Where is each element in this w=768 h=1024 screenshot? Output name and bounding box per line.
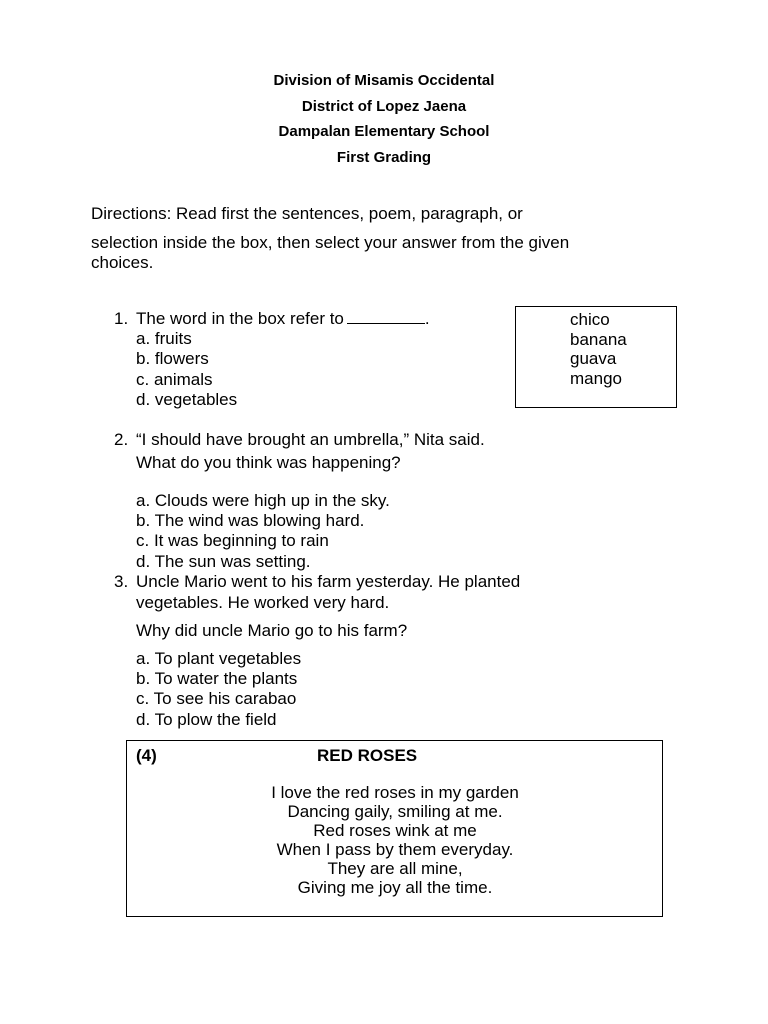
- question-3-question: Why did uncle Mario go to his farm?: [136, 621, 408, 640]
- question-3-prompt-line-1: Uncle Mario went to his farm yesterday. He planted: [136, 572, 521, 591]
- question-3-number: 3.: [114, 572, 129, 591]
- question-2-prompt-line-1: “I should have brought an umbrella,” Nita said.: [136, 430, 485, 449]
- question-1-choice-b: b. flowers: [136, 349, 209, 368]
- word-item: guava: [570, 349, 617, 368]
- question-2-choice-b: b. The wind was blowing hard.: [136, 511, 365, 530]
- question-3-choice-b: b. To water the plants: [136, 669, 298, 688]
- poem-line: Giving me joy all the time.: [297, 878, 493, 897]
- poem-line: Red roses wink at me: [313, 821, 477, 840]
- word-list: [570, 310, 627, 388]
- question-3-prompt-line-2: vegetables. He worked very hard.: [136, 593, 390, 612]
- header-school: Dampalan Elementary School: [278, 123, 490, 140]
- question-1-prompt: [136, 309, 430, 329]
- poem-title: RED ROSES: [317, 746, 418, 765]
- word-item: chico: [570, 310, 610, 329]
- poem-line: Dancing gaily, smiling at me.: [287, 802, 503, 821]
- word-item: banana: [570, 329, 627, 349]
- question-1-choice-d: d. vegetables: [136, 390, 238, 409]
- header-grading: First Grading: [336, 149, 432, 166]
- question-1-prompt-end: .: [424, 309, 430, 328]
- answer-blank: [347, 309, 425, 324]
- question-1-prompt-text: The word in the box refer to: [136, 309, 344, 328]
- question-3-choice-c: c. To see his carabao: [136, 689, 297, 708]
- directions-line-1: Directions: Read first the sentences, poem, paragraph, or: [91, 204, 523, 223]
- question-2-number: 2.: [114, 430, 129, 449]
- poem-line: They are all mine,: [327, 859, 463, 878]
- word-item: mango: [570, 368, 622, 388]
- question-3-choice-d: d. To plow the field: [136, 710, 277, 729]
- question-1-number: 1.: [114, 309, 129, 328]
- header-division: Division of Misamis Occidental: [273, 72, 495, 89]
- directions-line-3: choices.: [91, 253, 154, 272]
- word-box: [515, 306, 677, 408]
- poem-box: [126, 740, 663, 917]
- header-district: District of Lopez Jaena: [301, 98, 467, 115]
- question-2-choice-d: d. The sun was setting.: [136, 552, 311, 571]
- question-2-choice-c: c. It was beginning to rain: [136, 531, 329, 550]
- poem-number: (4): [136, 746, 157, 765]
- question-2-prompt-line-2: What do you think was happening?: [136, 453, 401, 472]
- poem-line: When I pass by them everyday.: [276, 840, 514, 859]
- question-1-choice-a: a. fruits: [136, 329, 192, 348]
- question-1-choice-c: c. animals: [136, 370, 213, 389]
- directions-line-2: selection inside the box, then select your answer from the given: [91, 233, 570, 252]
- poem-line: I love the red roses in my garden: [271, 783, 519, 802]
- question-2-choice-a: a. Clouds were high up in the sky.: [136, 491, 390, 510]
- question-3-choice-a: a. To plant vegetables: [136, 649, 302, 668]
